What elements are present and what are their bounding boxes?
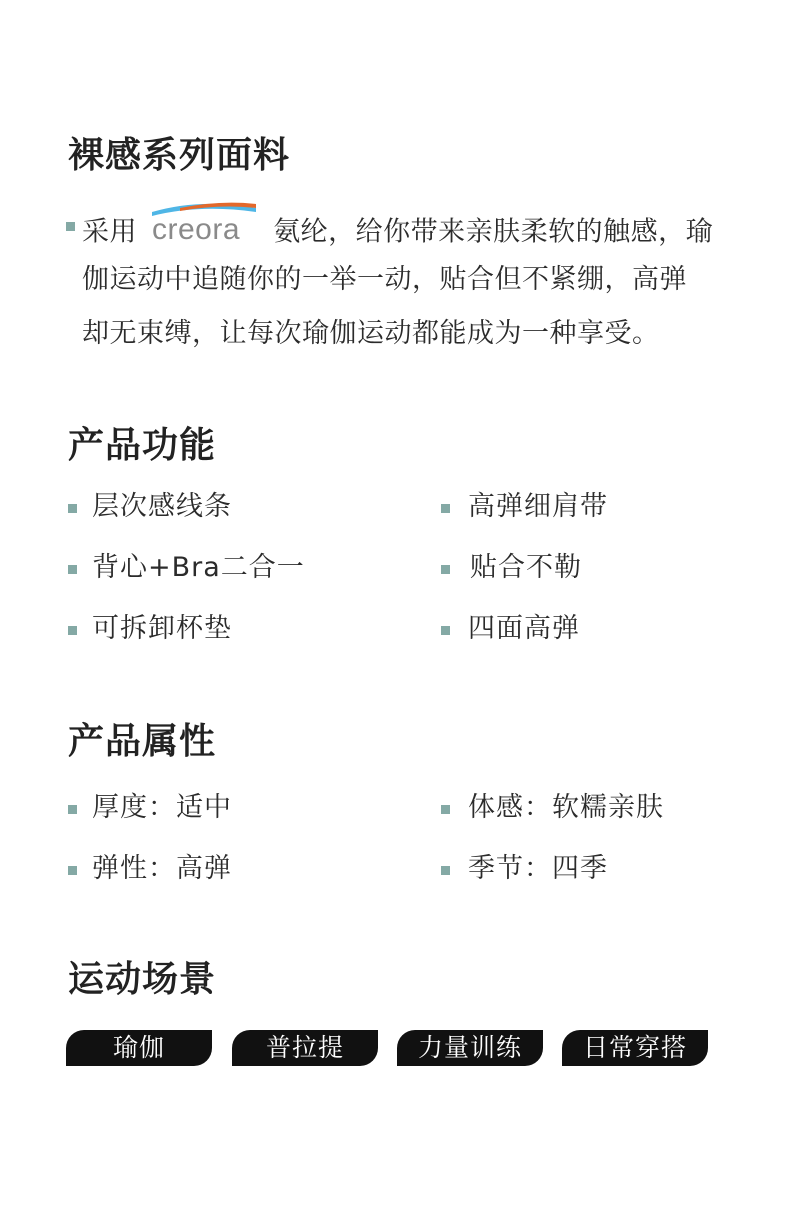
fabric-text-line-1 xyxy=(82,208,742,258)
fabric-text-prefix: 采用 xyxy=(82,216,137,248)
fabric-text-suffix: 氨纶，给你带来亲肤柔软的触感，瑜 xyxy=(273,216,714,248)
creora-logo xyxy=(150,202,260,252)
scene-tag-pilates: 普拉提 xyxy=(232,1030,378,1066)
attributes-section-title: 产品属性 xyxy=(68,721,217,762)
function-bullet xyxy=(68,504,77,513)
attribute-item: 季节：四季 xyxy=(468,853,608,884)
attribute-bullet xyxy=(441,805,450,814)
function-bullet xyxy=(68,565,77,574)
attribute-bullet xyxy=(68,805,77,814)
function-item: 四面高弹 xyxy=(468,613,580,644)
attribute-bullet xyxy=(68,866,77,875)
attribute-bullet xyxy=(441,866,450,875)
fabric-section-title: 裸感系列面料 xyxy=(68,135,291,176)
function-item: 高弹细肩带 xyxy=(468,491,608,522)
function-item: 贴合不勒 xyxy=(470,552,582,583)
creora-logo-text: creora xyxy=(152,213,241,242)
functions-section-title: 产品功能 xyxy=(68,425,217,466)
fabric-bullet xyxy=(66,222,75,231)
attribute-item: 体感：软糯亲肤 xyxy=(468,792,664,823)
function-bullet xyxy=(441,504,450,513)
function-item: 背心+Bra二合一 xyxy=(92,552,305,583)
scene-tag-daily: 日常穿搭 xyxy=(562,1030,708,1066)
function-bullet xyxy=(68,626,77,635)
fabric-text-line-3: 却无束缚，让每次瑜伽运动都能成为一种享受。 xyxy=(82,318,660,349)
scenes-section-title: 运动场景 xyxy=(68,959,217,1000)
attribute-item: 厚度：适中 xyxy=(92,792,232,823)
function-item: 层次感线条 xyxy=(92,491,232,522)
fabric-text-line-2: 伽运动中追随你的一举一动，贴合但不紧绷，高弹 xyxy=(82,264,687,295)
function-bullet xyxy=(441,565,450,574)
function-bullet xyxy=(441,626,450,635)
function-item: 可拆卸杯垫 xyxy=(92,613,232,644)
scene-tag-yoga: 瑜伽 xyxy=(66,1030,212,1066)
scene-tag-strength: 力量训练 xyxy=(397,1030,543,1066)
attribute-item: 弹性：高弹 xyxy=(92,853,232,884)
